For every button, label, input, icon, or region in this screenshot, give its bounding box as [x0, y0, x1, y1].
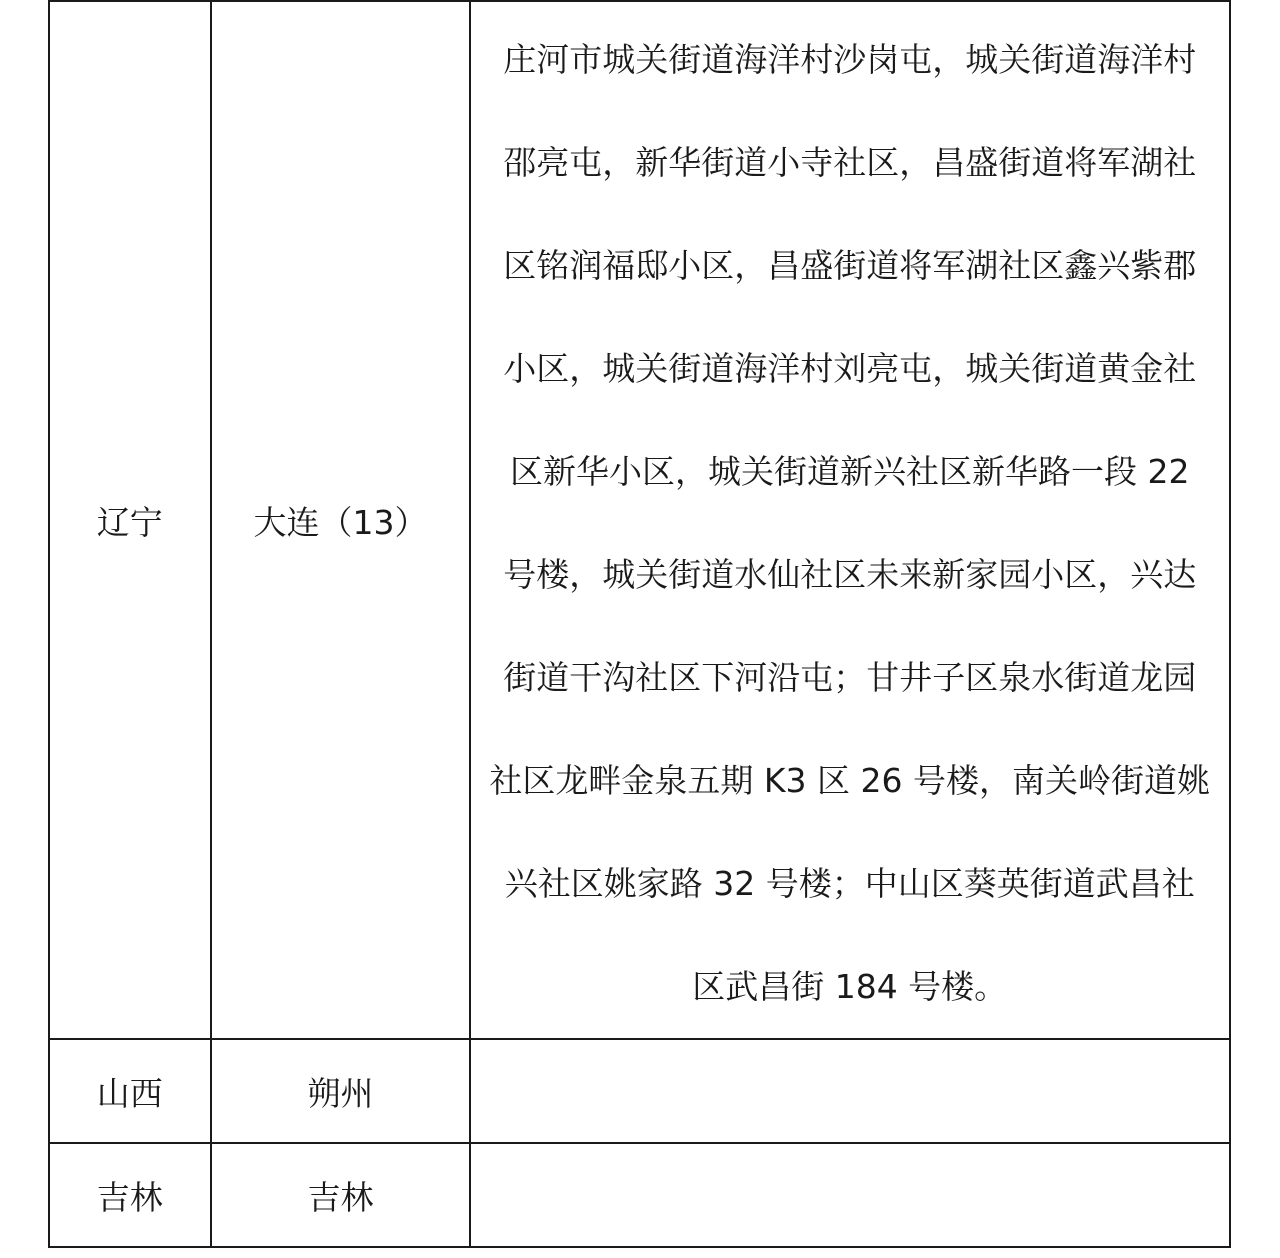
risk-area-table: [48, 0, 1231, 1248]
table-row: [49, 1039, 1230, 1143]
city-cell: 大连（13）: [211, 1, 471, 1039]
table-row: [49, 1, 1230, 1039]
address-text: 庄河市城关街道海洋村沙岗屯，城关街道海洋村邵亮屯，新华街道小寺社区，昌盛街道将军湖社区铭润福邸小区，昌盛街道将军湖社区鑫兴紫郡小区，城关街道海洋村刘亮屯，城关街道黄金社区新华小区，城关街道新兴社区新华路一段 22 号楼，城关街道水仙社区未来新家园小区，兴达街道干沟社区下河沿屯；甘井子区泉水街道龙园社区龙畔金泉五期 K3 区 26 号楼，南关岭街道姚兴社区姚家路 32 号楼；中山区葵英街道武昌社区武昌街 184 号楼。: [489, 40, 1210, 1006]
city-cell: 吉林: [211, 1143, 471, 1247]
address-cell: [470, 1, 1230, 1039]
address-cell: [470, 1039, 1230, 1143]
province-cell: 山西: [49, 1039, 211, 1143]
province-cell: 辽宁: [49, 1, 211, 1039]
city-cell: 朔州: [211, 1039, 471, 1143]
table-row: [49, 1143, 1230, 1247]
address-cell: [470, 1143, 1230, 1247]
province-cell: 吉林: [49, 1143, 211, 1247]
